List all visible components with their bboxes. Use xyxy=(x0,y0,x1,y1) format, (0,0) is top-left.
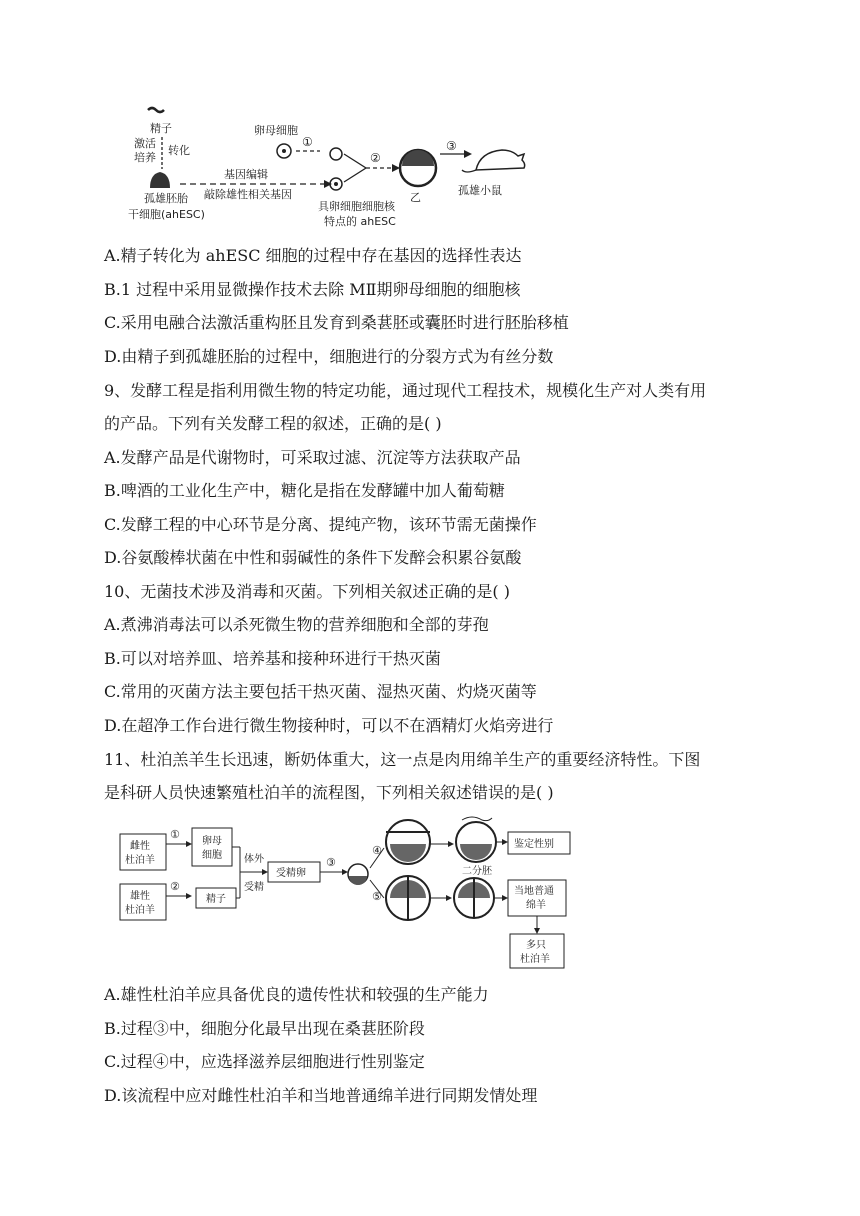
q9-stem-line-1: 9、发酵工程是指利用微生物的特定功能，通过现代工程技术，规模化生产对人类有用 xyxy=(104,381,707,400)
q8-option-c: C.采用电融合法激活重构胚且发育到桑葚胚或囊胚时进行胚胎移植 xyxy=(104,313,569,332)
sperm-icon xyxy=(148,108,164,112)
svg-text:雌性: 雌性 xyxy=(130,841,150,852)
q10-option-d: D.在超净工作台进行微生物接种时，可以不在酒精灯火焰旁进行 xyxy=(104,716,554,735)
q11-option-a: A.雄性杜泊羊应具备优良的遗传性状和较强的生产能力 xyxy=(104,985,489,1004)
svg-text:细胞: 细胞 xyxy=(202,850,222,861)
mouse-label: 孤雄小鼠 xyxy=(458,184,502,197)
step-2: ② xyxy=(370,151,381,165)
svg-text:二分胚: 二分胚 xyxy=(462,866,492,877)
culture-label: 培养 xyxy=(134,151,156,164)
svg-text:体外: 体外 xyxy=(244,854,264,865)
svg-text:绵羊: 绵羊 xyxy=(526,900,546,911)
q9-stem-line-2: 的产品。下列有关发酵工程的叙述，正确的是( ) xyxy=(104,414,442,433)
transform-label: 转化 xyxy=(168,144,190,157)
svg-text:卵母: 卵母 xyxy=(202,836,222,847)
q8-option-a: A.精子转化为 ahESC 细胞的过程中存在基因的选择性表达 xyxy=(104,246,522,265)
svg-text:杜泊羊: 杜泊羊 xyxy=(125,905,155,916)
q11-option-c: C.过程④中，应选择滋养层细胞进行性别鉴定 xyxy=(104,1052,425,1071)
step-1: ① xyxy=(302,135,313,149)
mouse-icon xyxy=(476,150,525,170)
oocyte-label: 卵母细胞 xyxy=(254,124,298,137)
svg-text:精子: 精子 xyxy=(206,894,226,905)
figure-1-ahesc-diagram xyxy=(104,104,534,234)
svg-text:⑤: ⑤ xyxy=(372,890,382,903)
q11-stem-line-1: 11、杜泊羔羊生长迅速，断奶体重大，这一点是肉用绵羊生产的重要经济特性。下图 xyxy=(104,750,701,769)
q9-option-d: D.谷氨酸棒状菌在中性和弱碱性的条件下发醉会积累谷氨酸 xyxy=(104,548,522,567)
svg-text:鉴定性别: 鉴定性别 xyxy=(514,839,554,850)
q9-option-b: B.啤酒的工业化生产中，糖化是指在发酵罐中加人葡萄糖 xyxy=(104,481,505,500)
special-ahesc-2: 特点的 ahESC xyxy=(324,215,396,228)
q10-option-c: C.常用的灭菌方法主要包括干热灭菌、湿热灭菌、灼烧灭菌等 xyxy=(104,682,537,701)
svg-text:受精: 受精 xyxy=(244,882,264,893)
q10-option-b: B.可以对培养皿、培养基和接种环进行干热灭菌 xyxy=(104,649,441,668)
svg-text:①: ① xyxy=(170,828,180,841)
gene-edit-label: 基因编辑 xyxy=(224,168,268,181)
ahesc-label-2: 干细胞(ahESC) xyxy=(128,208,205,221)
q11-stem-line-2: 是科研人员快速繁殖杜泊羊的流程图，下列相关叙述错误的是( ) xyxy=(104,783,554,802)
svg-text:多只: 多只 xyxy=(526,940,546,951)
knockout-label: 敲除雄性相关基因 xyxy=(204,188,292,201)
special-ahesc-1: 具卵细胞细胞核 xyxy=(318,200,395,213)
svg-text:②: ② xyxy=(170,880,180,893)
q9-option-c: C.发酵工程的中心环节是分离、提纯产物，该环节需无菌操作 xyxy=(104,515,537,534)
embryo-cluster-icon xyxy=(150,172,170,188)
embryo-yi-label: 乙 xyxy=(410,191,421,204)
q8-option-b: B.1 过程中采用显微操作技术去除 MⅡ期卵母细胞的细胞核 xyxy=(104,280,521,299)
svg-text:③: ③ xyxy=(326,856,336,869)
sperm-label: 精子 xyxy=(150,122,172,135)
svg-text:当地普通: 当地普通 xyxy=(514,886,554,897)
q11-option-d: D.该流程中应对雌性杜泊羊和当地普通绵羊进行同期发情处理 xyxy=(104,1086,538,1105)
figure-2-sheep-flowchart xyxy=(116,814,596,972)
q9-option-a: A.发酵产品是代谢物时，可采取过滤、沉淀等方法获取产品 xyxy=(104,448,521,467)
q8-option-d: D.由精子到孤雄胚胎的过程中，细胞进行的分裂方式为有丝分数 xyxy=(104,347,554,366)
ahesc-label-1: 孤雄胚胎 xyxy=(144,192,188,205)
svg-text:杜泊羊: 杜泊羊 xyxy=(125,855,155,866)
svg-text:杜泊羊: 杜泊羊 xyxy=(520,954,550,965)
activate-label: 激活 xyxy=(134,137,156,150)
q10-option-a: A.煮沸消毒法可以杀死微生物的营养细胞和全部的芽孢 xyxy=(104,615,489,634)
q11-option-b: B.过程③中，细胞分化最早出现在桑葚胚阶段 xyxy=(104,1019,425,1038)
svg-text:雄性: 雄性 xyxy=(130,891,150,902)
step-3: ③ xyxy=(446,139,457,153)
q10-stem: 10、无菌技术涉及消毒和灭菌。下列相关叙述正确的是( ) xyxy=(104,582,510,601)
svg-text:受精卵: 受精卵 xyxy=(276,868,306,879)
svg-text:④: ④ xyxy=(372,844,382,857)
